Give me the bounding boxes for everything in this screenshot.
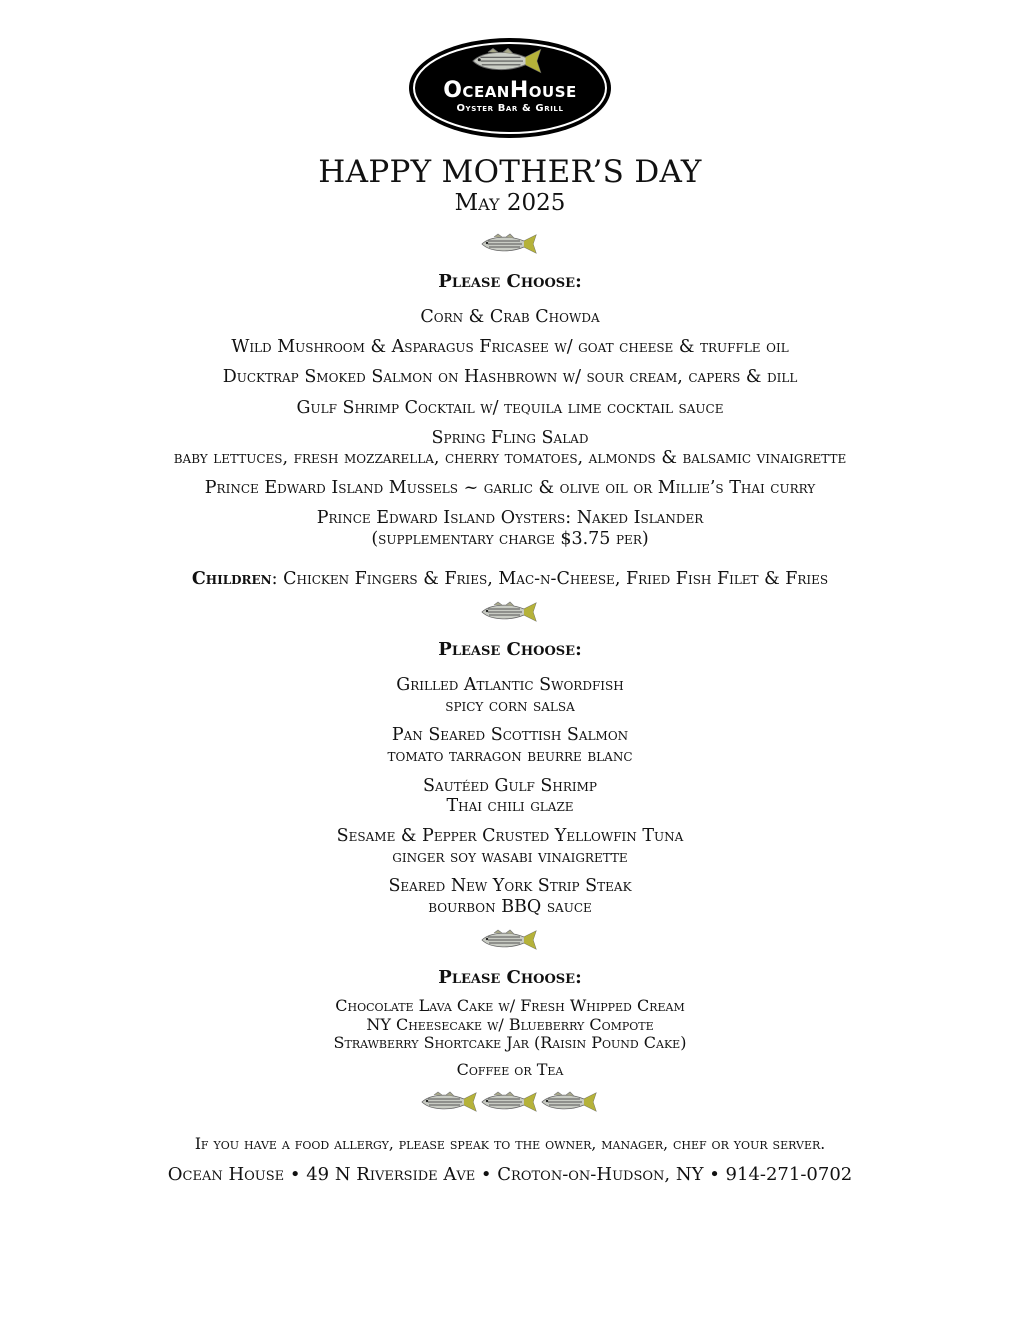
fish-divider-icon (480, 1090, 540, 1114)
entree-item: Sesame & Pepper Crusted Yellowfin Tuna (336, 826, 684, 846)
dessert-item: Chocolate Lava Cake w/ Fresh Whipped Cream (335, 996, 685, 1015)
starter-item: Prince Edward Island Oysters: Naked Islander (316, 508, 704, 528)
page-date: May 2025 (454, 190, 566, 216)
fish-divider-icon (480, 232, 540, 256)
logo-name: OceanHouse (443, 78, 577, 103)
entree-item: Pan Seared Scottish Salmon (391, 725, 629, 745)
starter-item: Gulf Shrimp Cocktail w/ tequila lime cocktail sauce (296, 398, 724, 418)
ocean-house-logo (407, 36, 613, 140)
starter-item: Corn & Crab Chowda (420, 307, 600, 327)
beverage-item: Coffee or Tea (456, 1060, 564, 1079)
starter-item: Prince Edward Island Mussels ~ garlic & olive oil or Millie’s Thai curry (204, 478, 816, 498)
dessert-item: Strawberry Shortcake Jar (Raisin Pound Cake) (333, 1033, 687, 1052)
starter-item-detail: (supplementary charge $3.75 per) (371, 529, 649, 549)
entree-item-detail: ginger soy wasabi vinaigrette (392, 847, 628, 867)
children-items: : Chicken Fingers & Fries, Mac-n-Cheese, Fried Fish Filet & Fries (271, 569, 829, 589)
fish-divider-icon (420, 1090, 480, 1114)
page-title: HAPPY MOTHER’S DAY (318, 154, 702, 190)
entree-item-detail: tomato tarragon beurre blanc (387, 746, 633, 766)
starter-item-detail: baby lettuces, fresh mozzarella, cherry tomatoes, almonds & balsamic vinaigrette (173, 448, 847, 468)
starter-item: Ducktrap Smoked Salmon on Hashbrown w/ sour cream, capers & dill (222, 367, 798, 387)
fish-divider-icon (480, 928, 540, 952)
allergy-note: If you have a food allergy, please speak to the owner, manager, chef or your server. (194, 1135, 826, 1153)
fish-divider-icon (480, 600, 540, 624)
section2-heading: Please Choose: (438, 639, 582, 660)
entree-item-detail: bourbon BBQ sauce (428, 897, 592, 917)
entree-item: Sautéed Gulf Shrimp (422, 776, 597, 796)
entree-item-detail: Thai chili glaze (446, 796, 574, 816)
starter-item: Spring Fling Salad (431, 428, 589, 448)
children-label: Children (191, 569, 272, 589)
starter-item: Wild Mushroom & Asparagus Fricasee w/ goat cheese & truffle oil (231, 337, 789, 357)
entree-item-detail: spicy corn salsa (445, 696, 575, 716)
section3-heading: Please Choose: (438, 967, 582, 988)
fish-divider-icon (540, 1090, 600, 1114)
entree-item: Grilled Atlantic Swordfish (396, 675, 624, 695)
section1-heading: Please Choose: (438, 271, 582, 292)
children-line (0, 569, 1020, 590)
logo-tagline: Oyster Bar & Grill (456, 103, 564, 114)
entree-item: Seared New York Strip Steak (388, 876, 632, 896)
dessert-item: NY Cheesecake w/ Blueberry Compote (366, 1015, 654, 1034)
address-line: Ocean House • 49 N Riverside Ave • Croton-on-Hudson, NY • 914-271-0702 (167, 1164, 853, 1185)
